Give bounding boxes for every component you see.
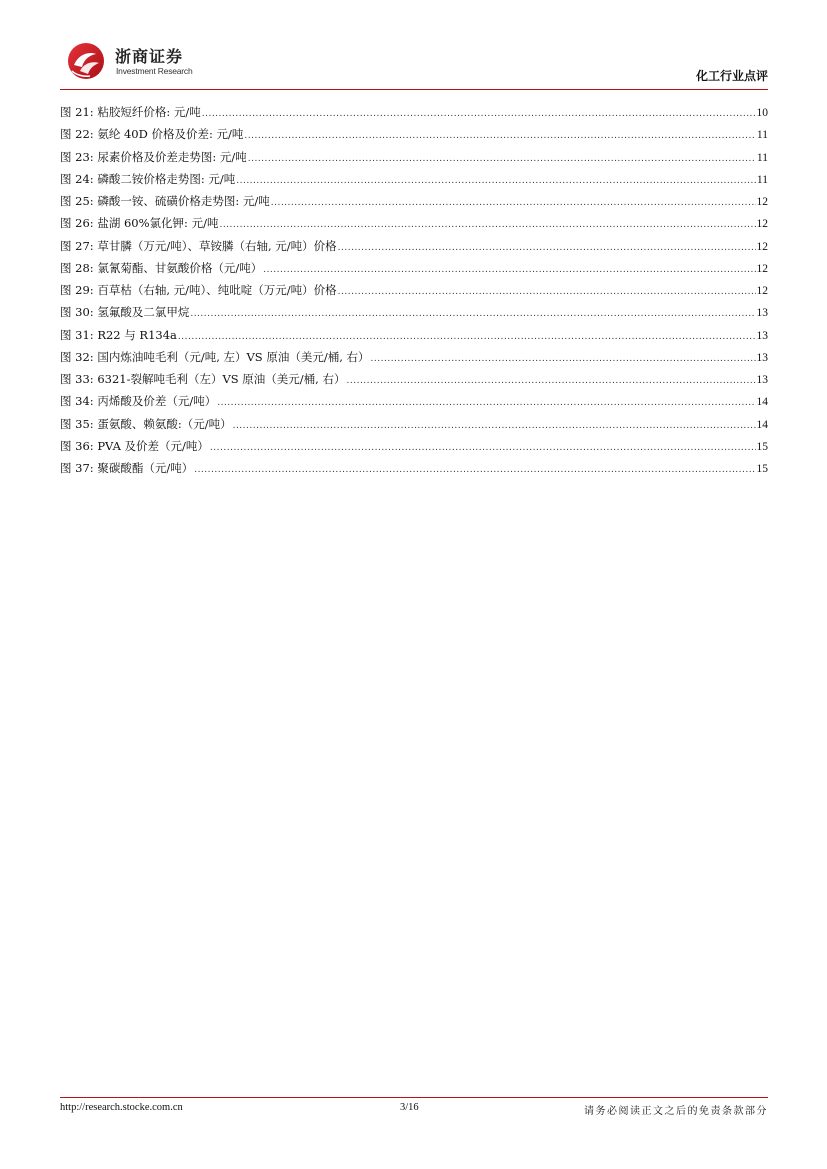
toc-entry-page: 15 bbox=[756, 440, 768, 453]
toc-entry-label: 图 29: 百草枯（右轴, 元/吨）、纯吡啶（万元/吨）价格 bbox=[60, 283, 337, 297]
toc-leader-dots bbox=[190, 303, 755, 325]
brand-name-en: Investment Research bbox=[116, 66, 193, 76]
figure-list bbox=[60, 101, 768, 479]
toc-entry[interactable] bbox=[60, 168, 768, 190]
toc-entry-page: 12 bbox=[756, 196, 768, 208]
header-divider bbox=[60, 89, 768, 90]
toc-leader-dots bbox=[233, 415, 756, 437]
toc-entry-label: 图 35: 蛋氨酸、赖氨酸:（元/吨） bbox=[60, 416, 232, 431]
toc-entry-page: 12 bbox=[756, 262, 768, 275]
toc-entry-label: 图 26: 盐湖 60%氯化钾: 元/吨 bbox=[60, 216, 219, 231]
toc-entry-label: 图 28: 氯氰菊酯、甘氨酸价格（元/吨） bbox=[60, 260, 263, 275]
toc-entry-page: 13 bbox=[756, 374, 768, 386]
toc-entry-label: 图 24: 磷酸二铵价格走势图: 元/吨 bbox=[60, 171, 236, 186]
toc-entry-label: 图 33: 6321-裂解吨毛利（左）VS 原油（美元/桶, 右） bbox=[60, 372, 346, 386]
toc-entry[interactable] bbox=[60, 413, 768, 435]
toc-leader-dots bbox=[338, 237, 756, 259]
toc-entry[interactable] bbox=[60, 123, 768, 145]
toc-leader-dots bbox=[371, 348, 756, 370]
toc-entry[interactable] bbox=[60, 390, 768, 412]
toc-entry[interactable] bbox=[60, 257, 768, 279]
toc-entry[interactable] bbox=[60, 324, 768, 346]
toc-entry-page: 14 bbox=[756, 396, 768, 409]
toc-entry-label: 图 37: 聚碳酸酯（元/吨） bbox=[60, 461, 194, 475]
toc-leader-dots bbox=[194, 459, 755, 481]
toc-leader-dots bbox=[347, 370, 756, 392]
toc-entry-page: 12 bbox=[756, 285, 768, 297]
toc-entry[interactable] bbox=[60, 346, 768, 368]
toc-entry-page: 11 bbox=[756, 129, 768, 142]
toc-entry[interactable] bbox=[60, 101, 768, 123]
toc-entry-page: 10 bbox=[756, 107, 768, 119]
toc-leader-dots bbox=[248, 148, 756, 170]
toc-entry-label: 图 30: 氢氟酸及二氯甲烷 bbox=[60, 305, 190, 320]
toc-leader-dots bbox=[210, 437, 756, 459]
toc-entry-label: 图 36: PVA 及价差（元/吨） bbox=[60, 438, 209, 453]
toc-leader-dots bbox=[244, 125, 756, 147]
zheshang-securities-logo-icon bbox=[66, 41, 106, 81]
toc-leader-dots bbox=[219, 214, 755, 236]
toc-entry-label: 图 27: 草甘膦（万元/吨）、草铵膦（右轴, 元/吨）价格 bbox=[60, 238, 337, 253]
toc-leader-dots bbox=[202, 103, 756, 125]
toc-entry[interactable] bbox=[60, 190, 768, 212]
toc-entry-page: 11 bbox=[756, 173, 768, 186]
toc-entry-page: 15 bbox=[756, 463, 768, 475]
toc-entry[interactable] bbox=[60, 457, 768, 479]
toc-entry[interactable] bbox=[60, 368, 768, 390]
toc-leader-dots bbox=[338, 281, 756, 303]
toc-entry-label: 图 23: 尿素价格及价差走势图: 元/吨 bbox=[60, 149, 247, 164]
toc-leader-dots bbox=[178, 326, 756, 348]
toc-entry-label: 图 32: 国内炼油吨毛利（元/吨, 左）VS 原油（美元/桶, 右） bbox=[60, 349, 370, 364]
page-footer bbox=[60, 1102, 768, 1118]
report-type-label: 化工行业点评 bbox=[695, 69, 768, 83]
toc-entry-label: 图 34: 丙烯酸及价差（元/吨） bbox=[60, 394, 217, 409]
toc-entry-page: 12 bbox=[756, 218, 768, 231]
toc-entry-label: 图 25: 磷酸一铵、硫磺价格走势图: 元/吨 bbox=[60, 194, 270, 208]
toc-entry-page: 14 bbox=[756, 418, 768, 431]
toc-entry-page: 13 bbox=[756, 329, 768, 342]
toc-entry[interactable] bbox=[60, 235, 768, 257]
toc-entry-page: 13 bbox=[756, 351, 768, 364]
toc-entry-label: 图 22: 氨纶 40D 价格及价差: 元/吨 bbox=[60, 127, 244, 142]
toc-leader-dots bbox=[217, 392, 755, 414]
toc-entry[interactable] bbox=[60, 146, 768, 168]
toc-leader-dots bbox=[263, 259, 755, 281]
toc-entry-page: 13 bbox=[756, 307, 768, 320]
page-header bbox=[60, 38, 768, 90]
disclaimer-text: 请务必阅读正文之后的免责条款部分 bbox=[584, 1106, 768, 1117]
toc-entry[interactable] bbox=[60, 435, 768, 457]
brand-name-cn: 浙商证券 bbox=[115, 47, 184, 66]
toc-entry[interactable] bbox=[60, 279, 768, 301]
footer-divider bbox=[60, 1097, 768, 1098]
toc-entry-page: 12 bbox=[756, 240, 768, 253]
footer-url-link[interactable]: http://research.stocke.com.cn bbox=[60, 1102, 183, 1113]
toc-entry-page: 11 bbox=[756, 151, 768, 164]
toc-leader-dots bbox=[271, 192, 756, 214]
toc-leader-dots bbox=[236, 170, 756, 192]
toc-entry-label: 图 31: R22 与 R134a bbox=[60, 327, 177, 342]
toc-entry[interactable] bbox=[60, 301, 768, 323]
page-number: 3/16 bbox=[400, 1102, 419, 1113]
toc-entry[interactable] bbox=[60, 212, 768, 234]
toc-entry-label: 图 21: 粘胶短纤价格: 元/吨 bbox=[60, 105, 201, 119]
